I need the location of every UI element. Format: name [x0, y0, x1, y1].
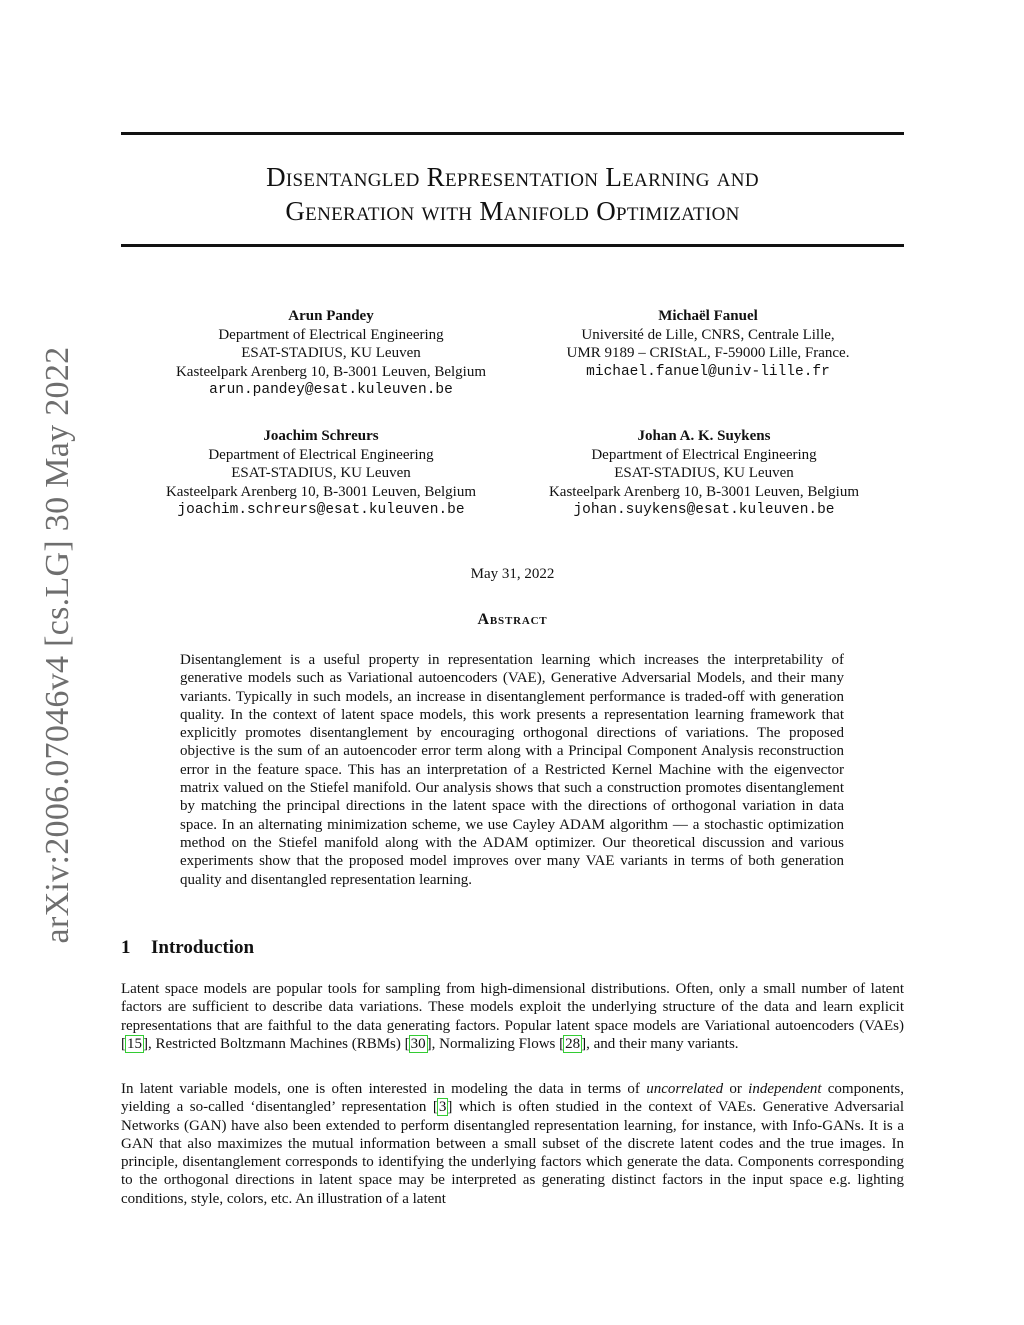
- author-email[interactable]: arun.pandey@esat.kuleuven.be: [209, 382, 453, 398]
- emphasis-text: uncorrelated: [646, 1081, 724, 1097]
- paragraph-text: Latent space models are popular tools for sampling from high-dimensional distributions. Often, only a small number of latent factors are sufficient to describe data variations. These models exploit the underlying structure of the data and learn explicit representations that are faithful to the data generating factors. Popular latent space models are Variational autoencoders (VAEs) [: [121, 981, 904, 1052]
- citation-link[interactable]: 28: [565, 1035, 581, 1052]
- paragraph-text: ], Restricted Boltzmann Machines (RBMs) [: [143, 1035, 410, 1052]
- author-affiliation: ESAT-STADIUS, KU Leuven: [231, 465, 411, 481]
- author-affiliation: Kasteelpark Arenberg 10, B-3001 Leuven, Belgium: [165, 483, 477, 500]
- intro-paragraph: [121, 980, 904, 1053]
- author-affiliation: UMR 9189 – CRIStAL, F-59000 Lille, France.: [566, 345, 850, 361]
- paragraph-text: ] which is often studied in the context of VAEs. Generative Adversarial Networks (GAN) have also been extended to perform disentangled representation learning, for instance, with Info-GANs. It is a GAN that also maximizes the mutual information between a small subset of the discrete latent codes and the true images. In principle, disentanglement corresponds to identifying the underlying factors which generate the data. Components corresponding to the orthogonal directions in latent space may be interpreted as generating distinct factors in the input space e.g. lighting conditions, style, colors, etc. An illustration of a latent: [121, 1099, 904, 1207]
- author-affiliation: Department of Electrical Engineering: [218, 326, 444, 343]
- author-affiliation: Université de Lille, CNRS, Centrale Lille,: [581, 326, 835, 343]
- author-affiliation: Kasteelpark Arenberg 10, B-3001 Leuven, Belgium: [548, 483, 860, 500]
- paragraph-text: or: [723, 1081, 749, 1097]
- paragraph-text: components, yielding a so-called ‘disentangled’ representation [: [121, 1081, 904, 1116]
- author-name: Michaël Fanuel: [658, 308, 758, 324]
- intro-paragraph: [121, 1080, 904, 1208]
- citation-link[interactable]: 30: [410, 1035, 426, 1052]
- abstract-text: Disentanglement is a useful property in representation learning which increases the interpretability of generative models such as Variational autoencoders (VAE), Generative Adversarial Models, and their many variants. Typically in such models, an increase in disentanglement performance is traded-off with generation quality. In the context of latent space models, this work presents a representation learning framework that explicitly promotes disentanglement by encouraging orthogonal directions of variations. The proposed objective is the sum of an autoencoder error term along with a Principal Component Analysis reconstruction error in the feature space. This has an interpretation of a Restricted Kernel Machine with the eigenvector matrix valued on the Stiefel manifold. Our analysis shows that such a construction promotes disentanglement by matching the principal directions in the latent space with the directions of orthogonal variation in data space. In an alternating minimization scheme, we use Cayley ADAM algorithm — a stochastic optimization method on the Stiefel manifold along with the ADAM optimizer. Our theoretical discussion and various experiments show that the proposed model improves over many VAE variants in terms of both generation quality and disentangled representation learning.: [180, 652, 844, 888]
- title-line-1: Disentangled Representation Learning and: [266, 162, 759, 192]
- author-email[interactable]: johan.suykens@esat.kuleuven.be: [573, 502, 835, 518]
- citation-link[interactable]: 3: [438, 1099, 447, 1116]
- author-name: Joachim Schreurs: [263, 428, 379, 444]
- author-name: Arun Pandey: [288, 308, 374, 324]
- author-block: [121, 427, 521, 520]
- author-affiliation: Department of Electrical Engineering: [208, 446, 434, 463]
- author-block: [131, 307, 531, 400]
- citation-link[interactable]: 15: [127, 1035, 142, 1052]
- author-block: [504, 427, 904, 520]
- author-affiliation: ESAT-STADIUS, KU Leuven: [614, 465, 794, 481]
- abstract-heading: Abstract: [477, 611, 548, 628]
- arxiv-identifier: arXiv:2006.07046v4 [cs.LG] 30 May 2022: [39, 346, 76, 944]
- title-rule-bottom: [121, 244, 904, 247]
- author-name: Johan A. K. Suykens: [637, 428, 771, 444]
- author-email[interactable]: michael.fanuel@univ-lille.fr: [586, 363, 830, 380]
- title-rule-top: [121, 132, 904, 135]
- emphasis-text: independent: [748, 1081, 822, 1097]
- section-heading: [121, 937, 254, 959]
- publication-date: May 31, 2022: [470, 566, 555, 582]
- section-title: Introduction: [151, 937, 255, 958]
- paper-title: [121, 160, 904, 228]
- author-affiliation: ESAT-STADIUS, KU Leuven: [241, 345, 421, 361]
- section-number: 1: [121, 937, 131, 958]
- paragraph-text: ], and their many variants.: [581, 1035, 739, 1052]
- author-block: [508, 307, 908, 381]
- paragraph-text: In latent variable models, one is often interested in modeling the data in terms of: [121, 1081, 647, 1097]
- title-line-2: Generation with Manifold Optimization: [285, 196, 740, 226]
- author-affiliation: Department of Electrical Engineering: [591, 446, 817, 463]
- author-email[interactable]: joachim.schreurs@esat.kuleuven.be: [177, 502, 465, 518]
- paragraph-text: ], Normalizing Flows [: [426, 1035, 565, 1052]
- author-affiliation: Kasteelpark Arenberg 10, B-3001 Leuven, Belgium: [175, 363, 487, 380]
